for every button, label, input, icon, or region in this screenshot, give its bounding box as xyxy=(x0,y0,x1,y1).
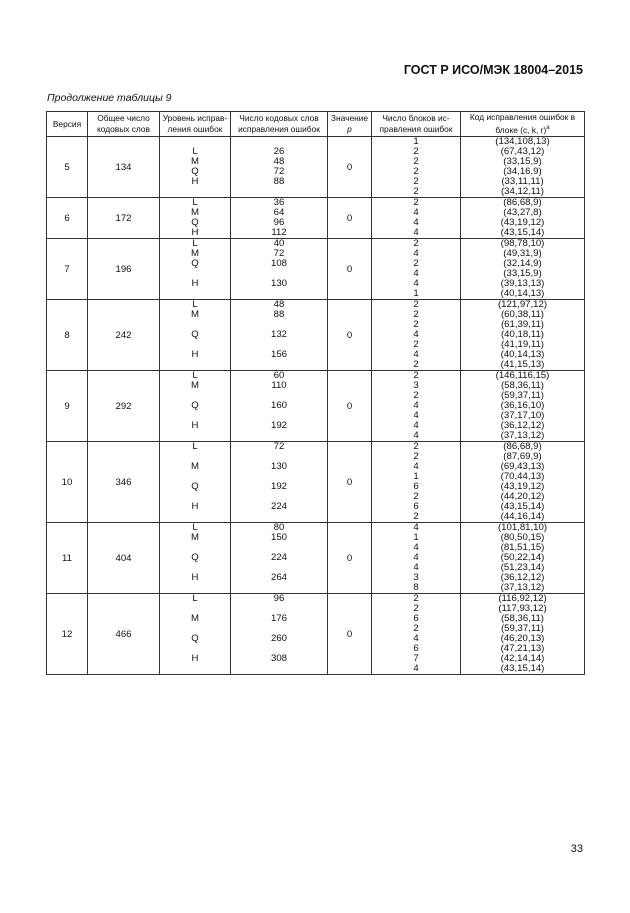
ec-blocks-cell-line: 4 xyxy=(413,227,419,238)
ec-code-cell-line: (37,13,12) xyxy=(500,430,545,441)
ec-codewords-cell-line: 112 xyxy=(271,227,287,238)
ec-code-cell xyxy=(461,523,585,594)
ec-code-cell-line: (80,50,15) xyxy=(500,532,545,543)
ec-codewords-cell xyxy=(231,137,328,198)
ec-level-cell-line xyxy=(160,583,230,593)
ec-level-cell xyxy=(160,594,231,675)
ec-code-cell-line: (61,39,11) xyxy=(500,319,545,330)
table-row xyxy=(47,442,585,523)
ec-codewords-cell-line: 40 xyxy=(273,238,285,249)
ec-codewords-cell-line: 96 xyxy=(273,217,285,228)
ec-blocks-cell-line: 4 xyxy=(413,420,419,431)
ec-level-cell-line: L xyxy=(192,299,198,310)
ec-blocks-cell-line: 2 xyxy=(413,238,419,249)
ec-level-cell-line: M xyxy=(191,248,199,259)
ec-codewords-cell-line: 88 xyxy=(273,309,285,320)
ec-level-cell-line: Q xyxy=(191,217,199,228)
ec-code-cell-line: (59,37,11) xyxy=(500,390,545,401)
ec-blocks-cell-line: 2 xyxy=(413,623,419,634)
ec-codewords-cell-line: 176 xyxy=(270,613,287,624)
ec-blocks-cell-line: 1 xyxy=(413,471,419,482)
ec-codewords-cell xyxy=(231,442,328,523)
p-value-cell: 0 xyxy=(328,442,372,523)
ec-blocks-cell-line: 4 xyxy=(413,522,419,533)
ec-blocks-cell-line: 2 xyxy=(413,491,419,502)
ec-codewords-cell-line: 132 xyxy=(270,329,287,340)
ec-blocks-cell-line: 4 xyxy=(413,248,419,259)
ec-code-cell-line: (32,14,9) xyxy=(503,258,542,269)
ec-code-cell-line: (33,15,9) xyxy=(503,156,542,167)
ec-level-cell-line: L xyxy=(192,522,198,533)
ec-blocks-cell-line: 2 xyxy=(413,156,419,167)
ec-level-cell-line: Q xyxy=(191,329,199,340)
ec-codewords-cell-line: 60 xyxy=(273,370,285,381)
total-codewords-cell: 292 xyxy=(88,371,160,442)
ec-code-cell-line: (117,93,12) xyxy=(498,603,547,614)
ec-blocks-cell-line: 4 xyxy=(413,552,419,563)
ec-code-cell-line: (41,19,11) xyxy=(500,339,545,350)
total-codewords-cell: 404 xyxy=(88,523,160,594)
ec-code-cell-line: (60,38,11) xyxy=(500,309,545,320)
ec-codewords-cell-line: 36 xyxy=(273,197,285,208)
ec-blocks-cell-line: 7 xyxy=(413,653,419,664)
p-value-cell: 0 xyxy=(328,371,372,442)
ec-code-cell-line: (44,20,12) xyxy=(500,491,545,502)
ec-code-cell-line: (70,44,13) xyxy=(500,471,545,482)
ec-blocks-cell-line: 2 xyxy=(413,593,419,604)
ec-code-cell-line: (41,15,13) xyxy=(500,359,545,370)
ec-blocks-cell-line: 8 xyxy=(413,582,419,593)
table-row xyxy=(47,300,585,371)
table-row xyxy=(47,198,585,239)
ec-blocks-cell-line: 4 xyxy=(413,268,419,279)
ec-code-cell-line: (37,17,10) xyxy=(500,410,545,421)
ec-blocks-cell-line: 1 xyxy=(413,532,419,543)
ec-level-cell xyxy=(160,239,231,300)
total-codewords-cell: 346 xyxy=(88,442,160,523)
ec-blocks-cell-line: 2 xyxy=(413,441,419,452)
ec-code-cell-line: (43,15,14) xyxy=(500,501,545,512)
col-header-p-value: Значение p xyxy=(328,112,372,137)
ec-blocks-cell-line: 2 xyxy=(413,197,419,208)
ec-level-cell-line: H xyxy=(191,653,199,664)
ec-blocks-cell-line: 4 xyxy=(413,663,419,674)
ec-blocks-cell-line: 6 xyxy=(413,481,419,492)
ec-blocks-cell-line: 2 xyxy=(413,258,419,269)
ec-blocks-cell-line: 3 xyxy=(413,572,419,583)
ec-codewords-cell xyxy=(231,300,328,371)
ec-code-cell-line: (44,16,14) xyxy=(500,511,545,522)
ec-blocks-cell-line: 4 xyxy=(413,430,419,441)
ec-level-cell-line: L xyxy=(192,146,198,157)
ec-code-cell-line: (50,22,14) xyxy=(500,552,545,563)
ec-blocks-cell-line: 4 xyxy=(413,400,419,411)
ec-code-cell-line: (49,31,9) xyxy=(503,248,542,259)
ec-blocks-cell-line: 2 xyxy=(413,299,419,310)
ec-code-cell-line: (40,14,13) xyxy=(500,349,545,360)
ec-codewords-cell-line: 108 xyxy=(270,258,287,269)
ec-blocks-cell-line: 4 xyxy=(413,562,419,573)
ec-code-cell-line: (87,69,9) xyxy=(503,451,542,462)
ec-codewords-cell xyxy=(231,371,328,442)
ec-code-cell-line: (43,19,12) xyxy=(500,481,545,492)
table-row xyxy=(47,523,585,594)
ec-level-cell-line xyxy=(160,664,230,674)
ec-codewords-cell-line: 130 xyxy=(270,461,287,472)
table-caption: Продолжение таблицы 9 xyxy=(47,92,172,104)
ec-code-cell-line: (36,12,12) xyxy=(500,420,545,431)
table-header-row xyxy=(47,112,585,137)
table-row xyxy=(47,371,585,442)
ec-code-cell xyxy=(461,594,585,675)
ec-level-cell-line: Q xyxy=(191,633,199,644)
ec-code-cell-line: (67,43,12) xyxy=(500,146,545,157)
ec-code-cell-line: (58,36,11) xyxy=(500,380,545,391)
ec-level-cell-line: H xyxy=(191,420,199,431)
ec-blocks-cell-line: 6 xyxy=(413,613,419,624)
ec-codewords-cell-line: 72 xyxy=(273,441,285,452)
total-codewords-cell: 242 xyxy=(88,300,160,371)
ec-code-cell xyxy=(461,371,585,442)
ec-blocks-cell-line: 2 xyxy=(413,146,419,157)
ec-code-cell-line: (86,68,9) xyxy=(503,197,542,208)
version-cell: 9 xyxy=(47,371,88,442)
ec-level-cell xyxy=(160,137,231,198)
ec-blocks-cell-line: 3 xyxy=(413,380,419,391)
version-cell: 8 xyxy=(47,300,88,371)
ec-level-cell-line: L xyxy=(192,441,198,452)
ec-level-cell-line: M xyxy=(191,380,199,391)
ec-blocks-cell-line: 2 xyxy=(413,176,419,187)
ec-codewords-cell-line: 96 xyxy=(273,593,285,604)
p-value-cell: 0 xyxy=(328,300,372,371)
ec-level-cell-line: L xyxy=(192,593,198,604)
ec-blocks-cell xyxy=(372,300,461,371)
ec-codewords-cell-line: 156 xyxy=(270,349,287,360)
ec-codewords-cell-line: 160 xyxy=(270,400,287,411)
ec-code-cell-line: (134,108,13) xyxy=(495,136,550,147)
ec-codewords-cell-line: 72 xyxy=(273,166,285,177)
ec-blocks-cell-line: 4 xyxy=(413,217,419,228)
ec-codewords-cell-line xyxy=(231,664,327,674)
ec-codewords-cell-line: 110 xyxy=(271,380,287,391)
ec-code-cell-line: (33,15,9) xyxy=(503,268,542,279)
ec-codewords-cell-line: 192 xyxy=(270,481,287,492)
ec-code-cell-line: (42,14,14) xyxy=(500,653,545,664)
ec-code-cell-line: (116,92,12) xyxy=(498,593,547,604)
ec-codewords-cell-line: 224 xyxy=(270,552,287,563)
col-header-ec-codewords: Число кодовых слов исправления ошибок xyxy=(231,112,328,137)
version-cell: 6 xyxy=(47,198,88,239)
ec-code-cell xyxy=(461,198,585,239)
ec-code-cell-line: (43,27,8) xyxy=(503,207,542,218)
ec-code-cell-line: (101,81,10) xyxy=(497,522,548,533)
ec-codewords-cell-line xyxy=(231,431,327,441)
ec-blocks-cell xyxy=(372,523,461,594)
ec-codewords-cell-line: 264 xyxy=(270,572,287,583)
ec-level-cell-line xyxy=(160,512,230,522)
p-value-cell: 0 xyxy=(328,198,372,239)
ec-code-cell-line: (47,21,13) xyxy=(500,643,545,654)
ec-codewords-cell xyxy=(231,523,328,594)
total-codewords-cell: 134 xyxy=(88,137,160,198)
ec-blocks-cell-line: 1 xyxy=(413,136,419,147)
p-value-cell: 0 xyxy=(328,523,372,594)
ec-codewords-cell-line xyxy=(231,583,327,593)
ec-blocks-cell-line: 2 xyxy=(413,359,419,370)
ec-code-cell-line: (58,36,11) xyxy=(500,613,545,624)
ec-level-cell xyxy=(160,442,231,523)
table-row xyxy=(47,239,585,300)
ec-level-cell-line xyxy=(160,431,230,441)
ec-blocks-cell-line: 2 xyxy=(413,166,419,177)
ec-blocks-cell-line: 4 xyxy=(413,633,419,644)
ec-code-cell-line: (40,14,13) xyxy=(500,288,545,299)
ec-blocks-cell-line: 2 xyxy=(413,390,419,401)
ec-blocks-cell-line: 2 xyxy=(413,309,419,320)
ec-blocks-cell xyxy=(372,239,461,300)
ec-level-cell-line: Q xyxy=(191,552,199,563)
ec-codewords-cell-line: 260 xyxy=(270,633,287,644)
ec-level-cell xyxy=(160,523,231,594)
ec-level-cell-line: L xyxy=(192,370,198,381)
ec-codewords-cell-line: 88 xyxy=(273,176,285,187)
ec-blocks-cell-line: 2 xyxy=(413,451,419,462)
ec-codewords-cell-line: 150 xyxy=(270,532,287,543)
col-header-ec-code: Код исправления ошибок в блоке (c, k, r)$^a$ xyxy=(461,112,585,137)
col-header-ec-level: Уровень исправ-ления ошибок xyxy=(160,112,231,137)
version-cell: 5 xyxy=(47,137,88,198)
ec-code-cell-line: (43,15,14) xyxy=(500,663,545,674)
ec-code-cell xyxy=(461,239,585,300)
ec-blocks-cell-line: 4 xyxy=(413,349,419,360)
ec-codewords-cell-line: 130 xyxy=(270,278,287,289)
ec-code-cell-line: (40,18,11) xyxy=(500,329,545,340)
ec-level-cell-line xyxy=(160,289,230,299)
ec-blocks-cell-line: 4 xyxy=(413,542,419,553)
ec-level-cell-line: H xyxy=(191,176,199,187)
ec-code-cell-line: (59,37,11) xyxy=(500,623,545,634)
total-codewords-cell: 172 xyxy=(88,198,160,239)
ec-level-cell-line: M xyxy=(191,532,199,543)
ec-level-cell xyxy=(160,300,231,371)
ec-level-cell-line: Q xyxy=(191,166,199,177)
ec-codewords-cell-line: 64 xyxy=(273,207,285,218)
ec-level-cell-line: M xyxy=(191,207,199,218)
ec-code-cell-line: (34,16,9) xyxy=(503,166,542,177)
ec-blocks-cell-line: 1 xyxy=(413,288,419,299)
ec-level-cell-line: H xyxy=(191,278,199,289)
ec-blocks-cell xyxy=(372,371,461,442)
ec-level-cell-line: M xyxy=(191,156,199,167)
ec-code-cell-line: (37,13,12) xyxy=(500,582,545,593)
ec-blocks-cell-line: 4 xyxy=(413,410,419,421)
ec-level-cell-line: Q xyxy=(191,400,199,411)
ec-blocks-cell-line: 2 xyxy=(413,319,419,330)
ec-blocks-cell-line: 4 xyxy=(413,278,419,289)
ec-blocks-cell xyxy=(372,442,461,523)
ec-code-cell-line: (34,12,11) xyxy=(500,186,545,197)
ec-code-cell xyxy=(461,300,585,371)
ec-level-cell-line: H xyxy=(191,227,199,238)
ec-codewords-cell-line xyxy=(231,360,327,370)
ec-code-cell xyxy=(461,442,585,523)
ec-codewords-cell-line xyxy=(231,512,327,522)
ec-code-cell-line: (43,15,14) xyxy=(500,227,545,238)
ec-level-cell xyxy=(160,198,231,239)
ec-codewords-cell xyxy=(231,239,328,300)
ec-code-cell-line: (43,19,12) xyxy=(500,217,545,228)
ec-code-cell xyxy=(461,137,585,198)
ec-codewords-cell-line: 72 xyxy=(273,248,285,259)
p-value-cell: 0 xyxy=(328,239,372,300)
ec-code-cell-line: (33,11,11) xyxy=(501,176,544,187)
ec-blocks-cell-line: 2 xyxy=(413,603,419,614)
ec-codewords-cell-line: 192 xyxy=(270,420,287,431)
ec-codewords-cell-line: 224 xyxy=(270,501,287,512)
ec-code-cell-line: (36,16,10) xyxy=(500,400,545,411)
ec-level-cell-line: H xyxy=(191,349,199,360)
ec-blocks-cell-line: 4 xyxy=(413,207,419,218)
ec-code-cell-line: (121,97,12) xyxy=(497,299,548,310)
col-header-ec-blocks: Число блоков ис-правления ошибок xyxy=(372,112,461,137)
ec-level-cell-line: Q xyxy=(191,258,199,269)
ec-code-cell-line: (51,23,14) xyxy=(500,562,545,573)
ec-codewords-cell-line: 308 xyxy=(270,653,287,664)
ec-blocks-cell-line: 6 xyxy=(413,643,419,654)
p-value-cell: 0 xyxy=(328,137,372,198)
ec-level-cell-line: L xyxy=(192,197,198,208)
ec-blocks-cell xyxy=(372,137,461,198)
version-cell: 10 xyxy=(47,442,88,523)
ec-blocks-cell-line: 2 xyxy=(413,511,419,522)
ec-blocks-cell-line: 2 xyxy=(413,339,419,350)
ec-blocks-cell-line: 4 xyxy=(413,461,419,472)
ec-code-cell-line: (81,51,15) xyxy=(500,542,545,553)
ec-blocks-cell-line: 6 xyxy=(413,501,419,512)
ec-codewords-cell-line: 26 xyxy=(273,146,285,157)
version-cell: 11 xyxy=(47,523,88,594)
ec-level-cell-line: M xyxy=(191,309,199,320)
ec-code-cell-line: (36,12,12) xyxy=(500,572,545,583)
ec-level-cell xyxy=(160,371,231,442)
ec-level-cell-line: L xyxy=(192,238,198,249)
ec-level-cell-line: M xyxy=(191,461,199,472)
ec-level-cell-line xyxy=(160,360,230,370)
error-correction-table xyxy=(46,111,585,675)
table-row xyxy=(47,137,585,198)
ec-codewords-cell-line xyxy=(231,289,327,299)
ec-codewords-cell-line: 48 xyxy=(273,299,285,310)
ec-blocks-cell-line: 2 xyxy=(413,370,419,381)
ec-blocks-cell-line: 2 xyxy=(413,186,419,197)
ec-blocks-cell-line: 4 xyxy=(413,329,419,340)
ec-codewords-cell-line: 48 xyxy=(273,156,285,167)
ec-level-cell-line: H xyxy=(191,572,199,583)
version-cell: 12 xyxy=(47,594,88,675)
col-header-total-codewords: Общее число кодовых слов xyxy=(88,112,160,137)
ec-codewords-cell-line xyxy=(231,187,327,197)
ec-level-cell-line xyxy=(160,187,230,197)
p-value-cell: 0 xyxy=(328,594,372,675)
ec-blocks-cell xyxy=(372,594,461,675)
ec-codewords-cell-line: 80 xyxy=(273,522,285,533)
ec-codewords-cell xyxy=(231,198,328,239)
ec-code-cell-line: (146,116,15) xyxy=(495,370,550,381)
ec-blocks-cell xyxy=(372,198,461,239)
ec-code-cell-line: (39,13,13) xyxy=(500,278,545,289)
standard-designation: ГОСТ Р ИСО/МЭК 18004–2015 xyxy=(403,63,583,77)
col-header-version: Версия xyxy=(47,112,88,137)
total-codewords-cell: 196 xyxy=(88,239,160,300)
ec-level-cell-line: H xyxy=(191,501,199,512)
ec-codewords-cell xyxy=(231,594,328,675)
ec-code-cell-line: (69,43,13) xyxy=(500,461,545,472)
ec-level-cell-line: Q xyxy=(191,481,199,492)
ec-code-cell-line: (86,68,9) xyxy=(503,441,542,452)
page-number: 33 xyxy=(570,843,583,855)
ec-code-cell-line: (46,20,13) xyxy=(500,633,545,644)
ec-code-cell-line: (98,78,10) xyxy=(500,238,545,249)
table-row xyxy=(47,594,585,675)
version-cell: 7 xyxy=(47,239,88,300)
ec-level-cell-line: M xyxy=(191,613,199,624)
total-codewords-cell: 466 xyxy=(88,594,160,675)
